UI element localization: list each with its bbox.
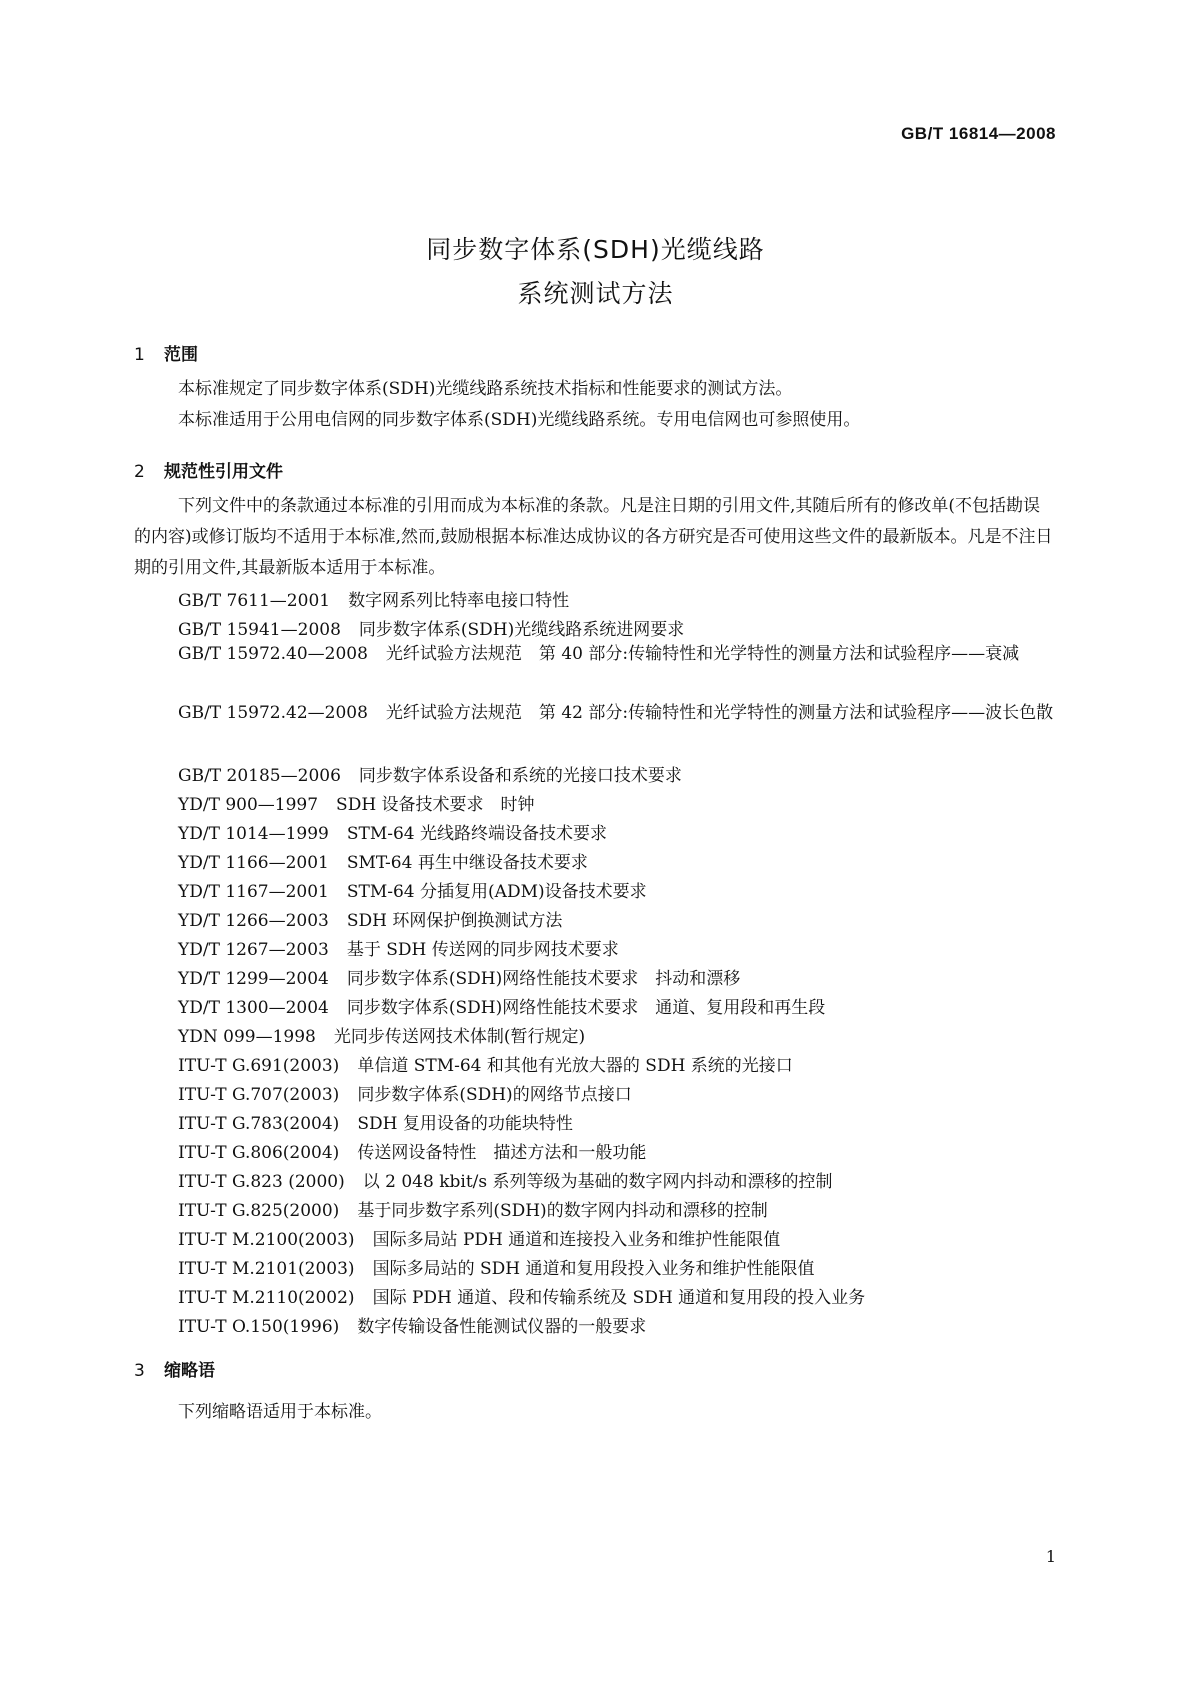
reference-title: STM-64 分插复用(ADM)设备技术要求 — [346, 882, 647, 902]
reference-item — [178, 586, 569, 611]
reference-title: SMT-64 再生中继设备技术要求 — [346, 853, 588, 873]
reference-title: 以 2 048 kbit/s 系列等级为基础的数字网内抖动和漂移的控制 — [362, 1172, 833, 1192]
reference-code: ITU-T O.150(1996) — [178, 1317, 340, 1337]
reference-code: GB/T 15972.40—2008 — [178, 644, 368, 664]
reference-item — [178, 1167, 833, 1192]
section-number: 2 — [134, 462, 145, 482]
reference-title: 传送网设备特性 描述方法和一般功能 — [357, 1143, 647, 1163]
reference-code: ITU-T G.691(2003) — [178, 1056, 340, 1076]
reference-code: ITU-T G.707(2003) — [178, 1085, 340, 1105]
reference-code: ITU-T M.2100(2003) — [178, 1230, 355, 1250]
reference-code: YD/T 1014—1999 — [178, 824, 329, 844]
reference-title: 同步数字体系(SDH)网络性能技术要求 抖动和漂移 — [346, 969, 741, 989]
reference-code: GB/T 15972.42—2008 — [178, 703, 368, 723]
reference-title: 同步数字体系设备和系统的光接口技术要求 — [358, 766, 682, 786]
document-title-line-1: 同步数字体系(SDH)光缆线路 — [426, 235, 765, 264]
section-number: 1 — [134, 345, 145, 365]
reference-code: ITU-T M.2110(2002) — [178, 1288, 355, 1308]
reference-item — [178, 1254, 815, 1279]
reference-code: ITU-T M.2101(2003) — [178, 1259, 355, 1279]
reference-code: YD/T 1266—2003 — [178, 911, 329, 931]
reference-item — [178, 1225, 780, 1250]
reference-item — [178, 993, 825, 1018]
reference-title: 单信道 STM-64 和其他有光放大器的 SDH 系统的光接口 — [357, 1056, 793, 1076]
reference-item — [178, 848, 588, 873]
reference-code: YD/T 1166—2001 — [178, 853, 329, 873]
reference-code: YDN 099—1998 — [178, 1027, 316, 1047]
reference-item — [178, 1022, 585, 1047]
reference-title: 基于 SDH 传送网的同步网技术要求 — [346, 940, 619, 960]
reference-code: ITU-T G.825(2000) — [178, 1201, 340, 1221]
reference-title: 基于同步数字系列(SDH)的数字网内抖动和漂移的控制 — [357, 1201, 768, 1221]
paragraph: 本标准适用于公用电信网的同步数字体系(SDH)光缆线路系统。专用电信网也可参照使用。 — [178, 410, 861, 430]
reference-code: YD/T 1299—2004 — [178, 969, 329, 989]
reference-title: SDH 复用设备的功能块特性 — [357, 1114, 573, 1134]
reference-title: 数字网系列比特率电接口特性 — [348, 591, 570, 611]
reference-item — [178, 790, 535, 815]
reference-code: ITU-T G.806(2004) — [178, 1143, 340, 1163]
reference-code: GB/T 15941—2008 — [178, 620, 341, 640]
reference-item — [178, 1196, 768, 1221]
reference-code: YD/T 1300—2004 — [178, 998, 329, 1018]
section-3-intro — [134, 1397, 1056, 1428]
reference-title: 光同步传送网技术体制(暂行规定) — [333, 1027, 586, 1047]
reference-title: SDH 设备技术要求 时钟 — [336, 795, 535, 815]
reference-code: YD/T 1167—2001 — [178, 882, 329, 902]
reference-item — [178, 1138, 646, 1163]
reference-item — [178, 906, 562, 931]
reference-title: STM-64 光线路终端设备技术要求 — [346, 824, 608, 844]
reference-item — [178, 935, 619, 960]
reference-title: 国际 PDH 通道、段和传输系统及 SDH 通道和复用段的投入业务 — [372, 1288, 866, 1308]
section-number: 3 — [134, 1361, 145, 1381]
reference-title: 同步数字体系(SDH)网络性能技术要求 通道、复用段和再生段 — [346, 998, 826, 1018]
section-1-body — [134, 374, 1056, 436]
standard-code: GB/T 16814—2008 — [901, 124, 1056, 143]
reference-code: GB/T 7611—2001 — [178, 591, 331, 611]
section-1-heading — [134, 340, 198, 365]
reference-title: 光纤试验方法规范 第 40 部分:传输特性和光学特性的测量方法和试验程序——衰减 — [385, 644, 1020, 664]
page-number: 1 — [1045, 1547, 1056, 1566]
reference-title: 同步数字体系(SDH)的网络节点接口 — [357, 1085, 632, 1105]
reference-title: 国际多局站的 SDH 通道和复用段投入业务和维护性能限值 — [372, 1259, 815, 1279]
section-title: 范围 — [164, 345, 198, 365]
reference-item — [178, 761, 682, 786]
reference-item — [134, 639, 1056, 670]
paragraph: 本标准规定了同步数字体系(SDH)光缆线路系统技术指标和性能要求的测试方法。 — [178, 379, 793, 399]
reference-code: YD/T 900—1997 — [178, 795, 319, 815]
reference-item — [178, 1312, 646, 1337]
reference-title: 国际多局站 PDH 通道和连接投入业务和维护性能限值 — [372, 1230, 781, 1250]
reference-title: 同步数字体系(SDH)光缆线路系统进网要求 — [358, 620, 685, 640]
reference-item — [178, 1080, 632, 1105]
reference-title: 光纤试验方法规范 第 42 部分:传输特性和光学特性的测量方法和试验程序——波长色散 — [385, 703, 1054, 723]
reference-code: ITU-T G.823 (2000) — [178, 1172, 345, 1192]
section-title: 规范性引用文件 — [164, 462, 283, 482]
reference-title: 数字传输设备性能测试仪器的一般要求 — [357, 1317, 647, 1337]
section-2-intro — [134, 491, 1056, 584]
reference-item — [178, 1283, 865, 1308]
section-title: 缩略语 — [164, 1361, 215, 1381]
reference-title: SDH 环网保护倒换测试方法 — [346, 911, 563, 931]
document-title-line-2: 系统测试方法 — [517, 279, 674, 308]
section-3-heading — [134, 1356, 215, 1381]
reference-code: YD/T 1267—2003 — [178, 940, 329, 960]
reference-item — [134, 698, 1056, 729]
paragraph: 下列文件中的条款通过本标准的引用而成为本标准的条款。凡是注日期的引用文件,其随后所有的修改单(不包括勘误的内容)或修订版均不适用于本标准,然而,鼓励根据本标准达成协议的各方研究是否可使用这些文件的最新版本。凡是不注日期的引用文件,其最新版本适用于本标准。 — [134, 496, 1053, 578]
reference-item — [178, 1051, 793, 1076]
reference-item — [178, 615, 684, 640]
reference-item — [178, 964, 740, 989]
reference-item — [178, 1109, 573, 1134]
reference-item — [178, 877, 647, 902]
section-2-heading — [134, 457, 283, 482]
reference-item — [178, 819, 607, 844]
reference-code: GB/T 20185—2006 — [178, 766, 341, 786]
paragraph: 下列缩略语适用于本标准。 — [178, 1402, 382, 1422]
reference-code: ITU-T G.783(2004) — [178, 1114, 340, 1134]
